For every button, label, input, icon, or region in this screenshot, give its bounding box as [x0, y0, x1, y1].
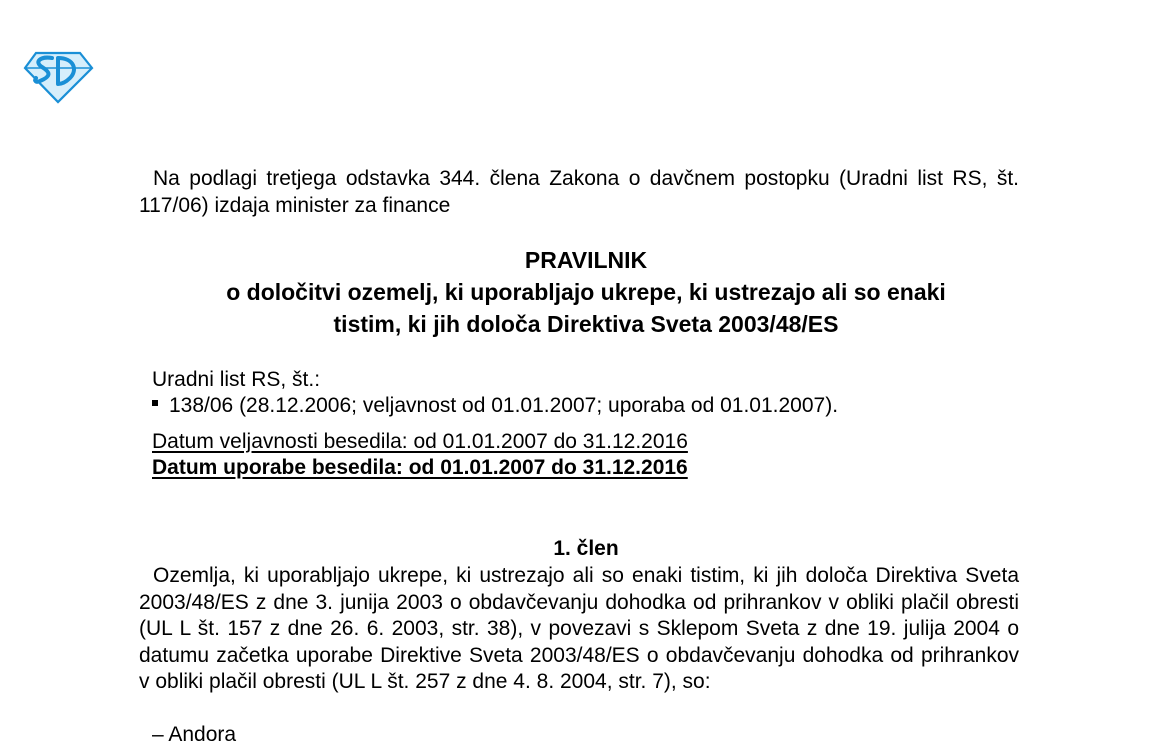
- document-subtitle-line-2: tistim, ki jih določa Direktiva Sveta 2003/48/ES: [333, 311, 839, 337]
- validity-date: Datum veljavnosti besedila: od 01.01.2007 do 31.12.2016: [152, 430, 688, 453]
- document-subtitle-line-1: o določitvi ozemelj, ki uporabljajo ukrepe, ki ustrezajo ali so enaki: [226, 279, 946, 305]
- gazette-entry: 138/06 (28.12.2006; veljavnost od 01.01.2007; uporaba od 01.01.2007).: [169, 394, 839, 417]
- article-heading: 1. člen: [553, 537, 619, 560]
- gazette-list-item: [152, 393, 838, 419]
- intro-paragraph: Na podlagi tretjega odstavka 344. člena Zakona o davčnem postopku (Uradni list RS, št. 117/06) izdaja minister za finance: [139, 167, 1019, 217]
- application-date: Datum uporabe besedila: od 01.01.2007 do 31.12.2016: [152, 456, 688, 479]
- bullet-square-icon: [152, 400, 158, 406]
- gazette-label: Uradni list RS, št.:: [152, 368, 321, 391]
- article-body: Ozemlja, ki uporabljajo ukrepe, ki ustrezajo ali so enaki tistim, ki jih določa Direktiva Sveta 2003/48/ES z dne 3. junija 2003 o obdavčevanju dohodka od prihrankov v obliki plačil obresti (UL L št. 157 z dne 26. 6. 2003, str. 38), v povezavi s Sklepom Sveta z dne 19. julija 2004 o datumu začetka uporabe Direktive Sveta 2003/48/ES o obdavčevanju dohodka od prihrankov v obliki plačil obresti (UL L št. 257 z dne 4. 8. 2004, str. 7), so:: [139, 564, 1019, 693]
- document-title: PRAVILNIK: [524, 247, 648, 273]
- sd-diamond-logo-icon: [22, 48, 94, 104]
- list-item: – Andora: [152, 723, 237, 746]
